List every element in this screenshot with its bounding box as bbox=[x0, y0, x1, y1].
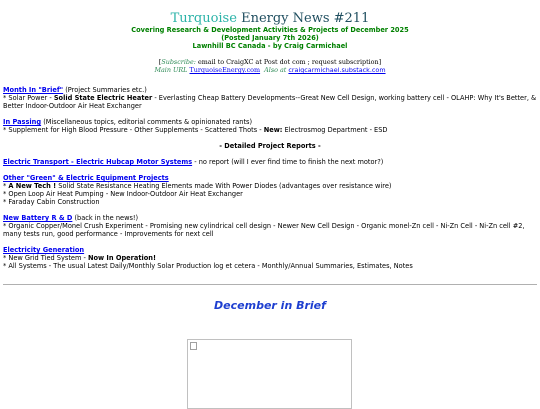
subscribe-line: [Subscribe: email to CraigXC at Post dot com ; request subscription] bbox=[158, 58, 382, 66]
broken-image-placeholder bbox=[187, 339, 352, 409]
detailed-reports-heading: - Detailed Project Reports - bbox=[219, 142, 321, 150]
battery-link[interactable]: New Battery R & D bbox=[3, 214, 73, 222]
section-generation: Electricity Generation * New Grid Tied System - Now In Operation! * All Systems - The usual Latest Daily/Monthly Solar Production log et cetera - Monthly/Annual Summaries, Estimates, Notes bbox=[3, 246, 413, 270]
december-brief-heading: December in Brief bbox=[214, 299, 326, 312]
section-in-passing: In Passing (Miscellaneous topics, editorial comments & opinionated rants) * Supplement for High Blood Pressure - Other Supplements - Scattered Thots - New: Electrosmog Department - ESD bbox=[3, 118, 388, 134]
generation-link[interactable]: Electricity Generation bbox=[3, 246, 85, 254]
posted-date: (Posted January 7th 2026) bbox=[221, 34, 319, 42]
broken-image-icon bbox=[190, 342, 197, 350]
other-green-link[interactable]: Other "Green" & Electric Equipment Projects bbox=[3, 174, 169, 182]
masthead bbox=[0, 0, 540, 74]
electric-transport-link[interactable]: Electric Transport - Electric Hubcap Motor Systems bbox=[3, 158, 193, 166]
section-divider bbox=[3, 284, 537, 285]
newsletter-title: Turquoise Energy News #211 bbox=[170, 11, 370, 26]
substack-link[interactable]: craigcarmichael.substack.com bbox=[288, 66, 386, 74]
main-url-line: Main URL TurquoiseEnergy.com Also at craigcarmichael.substack.com bbox=[154, 66, 386, 74]
section-other-green: Other "Green" & Electric Equipment Projects * A New Tech ! Solid State Resistance Heating Elements made With Power Diodes (advantages over resistance wire) * Open Loop Air Heat Pumping - New Indoor-Outdoor Air Heat Exchanger * Faraday Cabin Construction bbox=[3, 174, 392, 206]
in-passing-link[interactable]: In Passing bbox=[3, 118, 42, 126]
section-electric-transport: Electric Transport - Electric Hubcap Motor Systems - no report (will I ever find time to finish the next motor?) bbox=[3, 158, 384, 166]
section-month-brief: Month In "Brief" (Project Summaries etc.) * Solar Power - Solid State Electric Heater - Everlasting Cheap Battery Developments--Great New Cell Design, working battery cell - OLAHP: Why It's Better, & Better Indoor-Outdoor Air Heat Exchanger bbox=[3, 86, 537, 110]
location-author: Lawnhill BC Canada - by Craig Carmichael bbox=[192, 42, 348, 50]
subtitle: Covering Research & Development Activities & Projects of December 2025 bbox=[131, 26, 409, 34]
section-battery: New Battery R & D (back in the news!) * Organic Copper/Monel Crush Experiment - Promising new cylindrical cell design - Newer New Cell Design - Organic monel-Zn cell - Ni-Zn Cell - Ni-Zn cell #2, many tests run, good performance - Improvements for next cell bbox=[3, 214, 525, 238]
month-brief-link[interactable]: Month In "Brief" bbox=[3, 86, 64, 94]
contents-list bbox=[0, 86, 540, 270]
main-url-link[interactable]: TurquoiseEnergy.com bbox=[189, 66, 261, 74]
